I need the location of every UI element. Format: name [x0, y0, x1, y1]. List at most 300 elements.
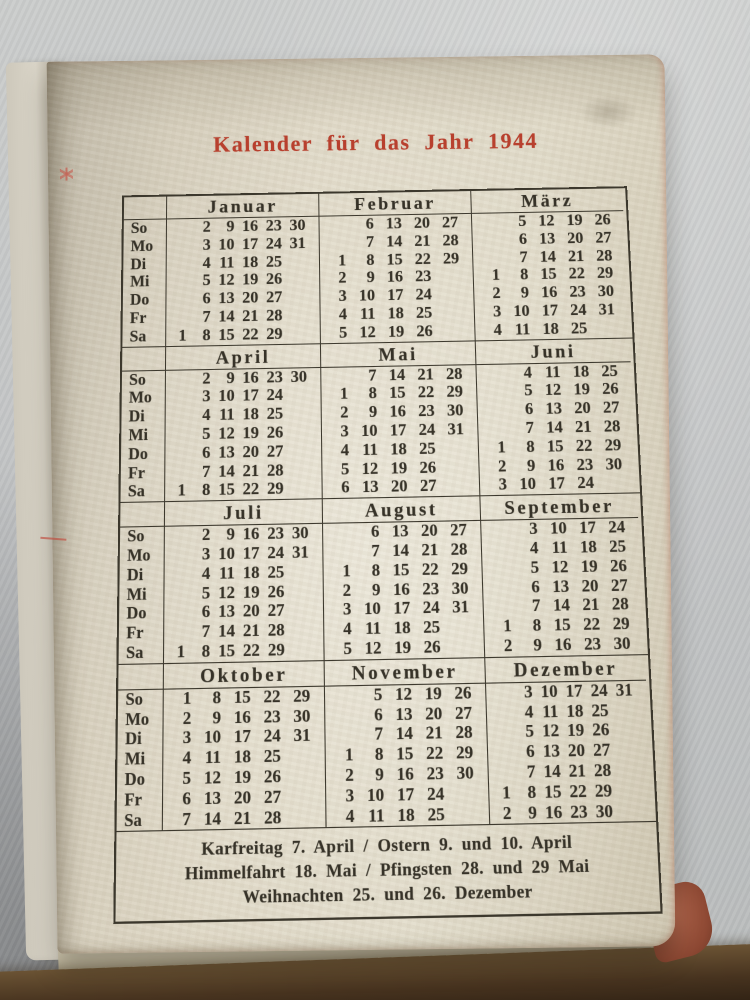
- date-number: 1: [491, 266, 501, 285]
- date-number: 24: [590, 681, 609, 701]
- date-number: 21: [242, 621, 260, 641]
- date-number: 27: [266, 442, 284, 461]
- date-number: 17: [541, 302, 559, 320]
- date-number: 30: [289, 216, 306, 235]
- date-number: [612, 781, 638, 802]
- date-number: [476, 249, 500, 267]
- day-label: So: [125, 689, 144, 710]
- date-number: 2: [202, 369, 211, 388]
- date-number: 11: [365, 619, 382, 639]
- day-column-header: [120, 502, 164, 527]
- date-number: 1: [338, 251, 347, 270]
- date-number: 31: [289, 234, 306, 253]
- date-number: 23: [570, 802, 588, 822]
- date-number: 5: [373, 685, 383, 705]
- date-number: 4: [529, 539, 539, 558]
- date-number: 28: [595, 246, 613, 265]
- date-number: 24: [569, 301, 587, 320]
- date-number: 27: [602, 399, 620, 418]
- calendar-table: [113, 186, 663, 924]
- date-number: 8: [527, 782, 537, 803]
- date-number: 14: [218, 622, 235, 642]
- date-number: 4: [340, 441, 350, 460]
- date-number: [431, 268, 460, 287]
- date-number: 12: [218, 424, 235, 443]
- date-number: 14: [392, 541, 410, 561]
- date-number: 26: [266, 423, 284, 442]
- date-number: 29: [267, 640, 285, 660]
- date-number: 28: [264, 807, 282, 828]
- date-number: 15: [218, 326, 235, 344]
- date-number: 25: [418, 439, 436, 458]
- date-number: 20: [567, 741, 586, 761]
- date-number: 15: [218, 641, 236, 661]
- date-number: 25: [591, 701, 609, 721]
- date-number: 6: [370, 522, 380, 542]
- date-number: [283, 461, 308, 480]
- date-number: 26: [594, 211, 612, 229]
- date-number: 2: [345, 765, 354, 786]
- date-number: 28: [266, 307, 283, 325]
- date-number: [481, 420, 505, 439]
- date-number: 7: [365, 233, 375, 251]
- date-number: 3: [202, 388, 211, 406]
- date-number: [282, 307, 306, 326]
- date-number: [490, 723, 509, 743]
- date-number: 16: [386, 268, 404, 287]
- date-number: 31: [451, 598, 470, 618]
- date-number: 19: [580, 557, 598, 577]
- date-number: 1: [176, 642, 186, 662]
- date-number: 16: [242, 525, 260, 544]
- date-number: 17: [565, 681, 584, 701]
- date-number: [613, 801, 639, 822]
- date-number: 7: [531, 597, 541, 616]
- date-number: 28: [442, 231, 459, 250]
- date-number: 15: [546, 437, 564, 456]
- date-number: 16: [242, 368, 259, 387]
- date-number: 28: [455, 723, 473, 743]
- month-name-februar: Februar: [318, 191, 471, 217]
- date-number: 8: [368, 384, 378, 403]
- date-number: 22: [582, 615, 601, 635]
- date-number: [281, 807, 311, 828]
- date-number: 17: [578, 518, 597, 538]
- date-number: 3: [345, 786, 355, 806]
- date-number: [487, 598, 512, 618]
- date-number: 12: [551, 557, 569, 577]
- date-number: 4: [182, 748, 192, 769]
- month-name-märz: März: [470, 188, 623, 214]
- date-number: 13: [203, 788, 222, 809]
- date-number: 30: [456, 763, 475, 784]
- date-number: 18: [393, 618, 411, 638]
- date-number: 15: [553, 615, 572, 635]
- date-number: [282, 271, 306, 289]
- day-label: Sa: [124, 810, 142, 831]
- date-number: 9: [212, 708, 222, 728]
- date-number: 1: [177, 481, 186, 501]
- month-name-september: September: [479, 494, 638, 522]
- date-number: [284, 582, 309, 602]
- date-number: 19: [242, 582, 260, 602]
- date-number: 19: [387, 323, 405, 341]
- date-number: [168, 463, 186, 482]
- date-number: 12: [359, 323, 376, 342]
- date-number: 1: [344, 745, 354, 766]
- date-number: 21: [567, 247, 585, 265]
- date-number: 7: [371, 542, 380, 561]
- date-number: 7: [202, 308, 211, 326]
- date-number: 10: [218, 387, 235, 406]
- date-number: 20: [413, 214, 431, 232]
- date-number: 31: [447, 420, 465, 439]
- date-number: 4: [493, 321, 503, 339]
- date-number: 24: [577, 474, 595, 493]
- date-number: 27: [266, 288, 283, 307]
- date-number: 24: [267, 543, 285, 563]
- date-number: 23: [414, 268, 432, 286]
- date-number: 8: [366, 251, 375, 269]
- date-number: 20: [566, 229, 584, 247]
- date-number: 7: [374, 725, 384, 745]
- month-name-mai: Mai: [320, 341, 475, 368]
- date-number: 13: [545, 400, 563, 419]
- day-label: Mi: [128, 426, 149, 445]
- date-number: 21: [242, 307, 259, 326]
- date-number: 4: [523, 363, 533, 382]
- month-name-januar: Januar: [166, 194, 318, 220]
- date-number: 16: [242, 217, 259, 236]
- date-number: 3: [492, 303, 502, 321]
- date-number: 18: [242, 253, 259, 271]
- date-number: 13: [542, 741, 561, 762]
- date-number: 20: [420, 521, 438, 541]
- date-number: 27: [441, 214, 459, 232]
- date-number: 12: [394, 684, 413, 705]
- date-number: 5: [339, 324, 348, 342]
- date-number: 16: [544, 802, 563, 823]
- date-number: 2: [492, 284, 501, 303]
- date-number: 29: [612, 614, 631, 634]
- date-number: 26: [591, 720, 610, 741]
- day-label: Mi: [126, 584, 147, 604]
- date-number: 26: [267, 582, 285, 602]
- date-number: 9: [366, 269, 375, 287]
- date-number: [283, 405, 307, 424]
- date-number: 23: [266, 368, 283, 387]
- date-number: 19: [424, 684, 442, 704]
- date-number: 10: [549, 519, 568, 539]
- day-label: Sa: [129, 327, 147, 346]
- date-number: 4: [202, 406, 211, 425]
- date-number: 12: [538, 212, 555, 230]
- date-number: [432, 286, 461, 305]
- date-number: 28: [593, 761, 612, 781]
- date-number: 22: [242, 325, 259, 344]
- date-number: 11: [362, 440, 379, 459]
- date-number: 16: [233, 707, 251, 728]
- date-number: 1: [502, 617, 513, 636]
- date-number: 15: [218, 481, 235, 500]
- date-number: 21: [425, 724, 443, 744]
- date-number: 9: [371, 580, 381, 600]
- date-number: 15: [396, 744, 414, 765]
- day-label: So: [129, 370, 146, 389]
- date-number: 22: [575, 436, 593, 456]
- date-number: 25: [266, 405, 284, 424]
- day-label: Mi: [124, 749, 146, 770]
- date-number: 21: [233, 808, 252, 829]
- date-number: 13: [538, 230, 556, 248]
- date-number: 19: [573, 381, 591, 400]
- date-number: 24: [418, 421, 436, 440]
- date-number: 12: [544, 381, 562, 400]
- month-week-cells: [164, 479, 322, 501]
- date-number: [282, 289, 306, 308]
- date-number: 27: [267, 601, 285, 621]
- day-label: Mo: [130, 237, 154, 255]
- date-number: [283, 442, 308, 461]
- date-number: 9: [526, 456, 536, 475]
- date-number: [284, 563, 309, 583]
- date-number: 7: [526, 762, 536, 782]
- date-number: [322, 216, 345, 234]
- date-number: 28: [266, 461, 284, 480]
- date-number: 25: [570, 319, 588, 338]
- date-number: [326, 524, 350, 544]
- date-number: 9: [527, 803, 538, 823]
- date-number: 7: [368, 366, 377, 385]
- date-number: 16: [392, 580, 410, 599]
- date-number: 30: [446, 401, 464, 420]
- date-number: [440, 637, 470, 657]
- date-number: 1: [339, 385, 349, 404]
- month-week-cells: [474, 319, 629, 340]
- date-number: [285, 621, 310, 641]
- date-number: 22: [263, 687, 281, 707]
- date-number: 25: [427, 804, 446, 825]
- date-number: 24: [422, 598, 440, 618]
- date-number: 30: [293, 706, 311, 726]
- date-number: 13: [361, 478, 379, 497]
- date-number: 5: [201, 583, 211, 603]
- date-number: 23: [426, 764, 445, 784]
- date-number: 8: [371, 561, 381, 580]
- date-number: [490, 703, 509, 723]
- date-number: 14: [552, 596, 571, 616]
- date-number: 27: [449, 521, 468, 540]
- month-block: [120, 337, 640, 502]
- date-number: 21: [582, 595, 600, 615]
- date-number: 15: [543, 782, 562, 802]
- date-number: [285, 640, 310, 660]
- date-number: 17: [233, 727, 251, 748]
- date-number: 8: [202, 481, 211, 500]
- date-number: 20: [390, 477, 408, 497]
- date-number: 25: [265, 253, 283, 271]
- date-number: 11: [219, 564, 235, 583]
- month-week-cells: [323, 637, 484, 660]
- day-label: Do: [124, 769, 146, 790]
- date-number: 5: [202, 272, 211, 290]
- date-number: 18: [242, 563, 260, 583]
- day-label: Mi: [130, 273, 150, 291]
- date-number: 13: [218, 289, 235, 308]
- date-number: [168, 444, 186, 463]
- date-number: 5: [524, 382, 533, 400]
- date-number: 29: [596, 264, 614, 283]
- date-number: 13: [551, 577, 570, 596]
- date-number: 20: [242, 289, 259, 308]
- date-number: 12: [364, 639, 382, 659]
- date-number: 12: [541, 721, 560, 742]
- date-number: [169, 309, 186, 327]
- holiday-line: Himmelfahrt 18. Mai / Pfingsten 28. und 29 Mai: [184, 857, 590, 885]
- date-number: 16: [540, 283, 558, 302]
- date-number: 20: [242, 602, 260, 622]
- date-number: 17: [242, 235, 259, 253]
- date-number: 6: [202, 443, 211, 462]
- date-number: 11: [544, 363, 561, 382]
- date-number: 11: [514, 320, 531, 339]
- date-number: [281, 747, 311, 768]
- date-number: 29: [594, 781, 613, 802]
- date-number: 26: [601, 380, 620, 399]
- date-number: [440, 618, 470, 638]
- date-number: [587, 319, 616, 338]
- date-number: 5: [525, 722, 535, 742]
- date-number: [610, 741, 636, 762]
- day-label: Mo: [128, 389, 152, 408]
- date-number: 24: [266, 386, 284, 405]
- date-number: 13: [391, 522, 409, 542]
- day-label: Fr: [124, 790, 143, 810]
- date-number: 20: [233, 788, 252, 808]
- date-number: 7: [201, 622, 211, 642]
- date-number: 9: [520, 284, 530, 302]
- date-number: 21: [242, 461, 260, 481]
- date-number: 23: [263, 707, 281, 727]
- date-number: 10: [363, 600, 381, 619]
- month-block: [122, 188, 632, 346]
- date-number: 20: [425, 704, 443, 724]
- date-number: 11: [219, 253, 235, 272]
- date-number: 14: [203, 808, 222, 829]
- date-number: 3: [342, 600, 352, 620]
- date-number: [328, 706, 353, 726]
- date-number: 3: [528, 520, 538, 539]
- date-number: 23: [422, 579, 440, 599]
- date-number: 14: [386, 232, 403, 251]
- date-number: 19: [233, 767, 252, 788]
- date-number: 2: [201, 526, 211, 545]
- holiday-line: Karfreitag 7. April / Ostern 9. und 10. April: [201, 833, 573, 860]
- date-number: 4: [201, 564, 211, 584]
- month-name-april: April: [165, 344, 320, 371]
- red-ink-mark: [60, 167, 73, 180]
- date-number: 1: [178, 327, 187, 345]
- date-number: 9: [368, 403, 378, 422]
- date-number: [284, 601, 309, 621]
- date-number: 19: [390, 458, 408, 478]
- date-number: [611, 761, 637, 782]
- date-number: 9: [226, 369, 235, 387]
- date-number: 22: [568, 265, 586, 283]
- date-number: [281, 767, 311, 788]
- date-number: 22: [425, 744, 444, 764]
- date-number: 25: [600, 362, 619, 380]
- date-number: 11: [204, 748, 222, 768]
- date-number: [169, 370, 186, 389]
- date-number: 15: [386, 250, 403, 269]
- date-number: 8: [519, 266, 529, 284]
- date-number: 27: [592, 740, 611, 761]
- date-number: 3: [202, 236, 211, 254]
- date-number: 10: [366, 785, 385, 806]
- date-number: 31: [598, 300, 616, 319]
- date-number: 29: [446, 383, 464, 402]
- date-number: 26: [265, 270, 283, 289]
- holidays-section: [115, 821, 660, 922]
- date-number: 10: [519, 475, 537, 494]
- date-number: 13: [385, 215, 403, 233]
- date-number: 31: [293, 726, 311, 746]
- date-number: 20: [242, 442, 260, 462]
- day-column-header: [124, 197, 166, 221]
- date-number: 14: [545, 418, 564, 437]
- date-number: 2: [503, 636, 513, 656]
- date-number: 22: [417, 383, 435, 402]
- date-number: 22: [569, 781, 588, 802]
- date-number: 4: [202, 254, 211, 272]
- date-number: 15: [233, 687, 251, 708]
- date-number: 12: [203, 768, 222, 789]
- date-number: 7: [525, 419, 535, 438]
- date-number: [436, 477, 466, 496]
- date-number: [324, 367, 348, 386]
- date-number: 18: [397, 805, 415, 826]
- date-number: [485, 559, 510, 579]
- date-number: [323, 234, 346, 252]
- date-number: 13: [218, 602, 235, 622]
- date-number: [169, 426, 187, 445]
- date-number: 16: [389, 402, 407, 422]
- date-number: 6: [365, 215, 374, 233]
- date-number: 6: [531, 577, 541, 597]
- date-number: 5: [518, 212, 527, 231]
- date-number: [484, 521, 509, 541]
- calendar-page: [47, 54, 676, 953]
- date-number: 30: [291, 524, 309, 543]
- date-number: 17: [387, 286, 404, 305]
- month-name-dezember: Dezember: [484, 655, 646, 684]
- date-number: 23: [265, 217, 282, 235]
- date-number: [480, 364, 504, 383]
- date-number: 18: [233, 747, 251, 768]
- day-label: So: [130, 219, 148, 238]
- day-label: Fr: [126, 623, 144, 643]
- date-number: 3: [523, 682, 533, 702]
- date-number: 28: [450, 540, 468, 560]
- date-number: 21: [568, 761, 587, 782]
- date-number: 22: [421, 560, 439, 579]
- date-number: 8: [201, 642, 211, 662]
- month-week-cells: [163, 640, 324, 663]
- date-number: 18: [579, 538, 598, 557]
- date-number: 23: [583, 634, 602, 655]
- date-number: 2: [502, 803, 512, 824]
